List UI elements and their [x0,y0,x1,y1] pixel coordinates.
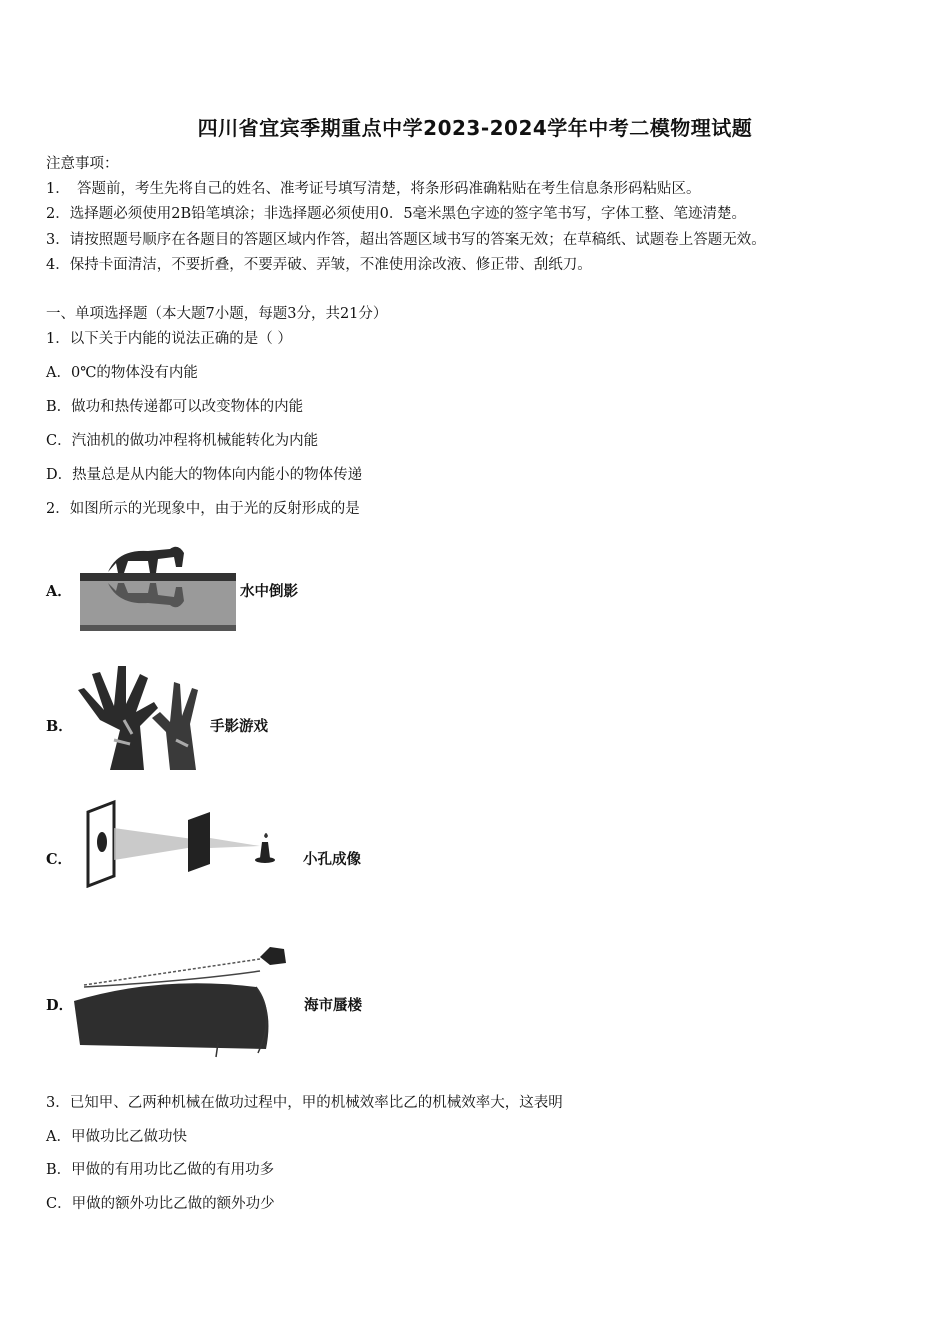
q2-option-b-label: B． [46,718,73,735]
q3-option-c: C．甲做的额外功比乙做的额外功少 [46,1196,275,1212]
question-1-stem: 1．以下关于内能的说法正确的是（ ） [46,331,292,347]
hand-shadow-figure [70,660,210,775]
section-heading: 一、单项选择题（本大题7小题，每题3分，共21分） [46,306,388,322]
notice-item: 4．保持卡面清洁，不要折叠，不要弄破、弄皱，不准使用涂改液、修正带、刮纸刀。 [46,257,592,273]
q2-option-d-caption: 海市蜃楼 [304,997,362,1014]
page-title: 四川省宜宾季期重点中学2023-2024学年中考二模物理试题 [197,116,753,140]
q2-option-c-caption: 小孔成像 [303,851,361,868]
q2-option-a-label: A． [46,583,72,600]
notice-item: 1． 答题前，考生先将自己的姓名、准考证号填写清楚，将条形码准确粘贴在考生信息条形码粘贴区。 [46,181,701,197]
question-3-stem: 3．已知甲、乙两种机械在做功过程中，甲的机械效率比乙的机械效率大，这表明 [46,1095,563,1111]
q2-option-d-label: D． [46,997,74,1014]
q3-option-b: B．甲做的有用功比乙做的有用功多 [46,1162,275,1178]
q2-option-b-caption: 手影游戏 [210,718,268,735]
question-2-stem: 2．如图所示的光现象中，由于光的反射形成的是 [46,501,360,517]
q1-option-d: D．热量总是从内能大的物体向内能小的物体传递 [46,467,363,483]
reflection-figure [78,537,238,633]
q1-option-b: B．做功和热传递都可以改变物体的内能 [46,399,304,415]
notice-heading: 注意事项： [46,156,119,172]
mirage-figure [70,945,300,1060]
notice-item: 2．选择题必须使用2B铅笔填涂；非选择题必须使用0．5毫米黑色字迹的签字笔书写，字体工整、笔迹清楚。 [46,206,747,222]
q2-option-c-label: C． [46,851,73,868]
pinhole-figure [80,798,280,888]
q2-option-a-caption: 水中倒影 [240,583,298,600]
q1-option-c: C．汽油机的做功冲程将机械能转化为内能 [46,433,319,449]
q3-option-a: A．甲做功比乙做功快 [46,1129,187,1145]
q1-option-a: A．0℃的物体没有内能 [46,365,198,381]
notice-item: 3．请按照题号顺序在各题目的答题区域内作答，超出答题区域书写的答案无效；在草稿纸、试题卷上答题无效。 [46,232,766,248]
